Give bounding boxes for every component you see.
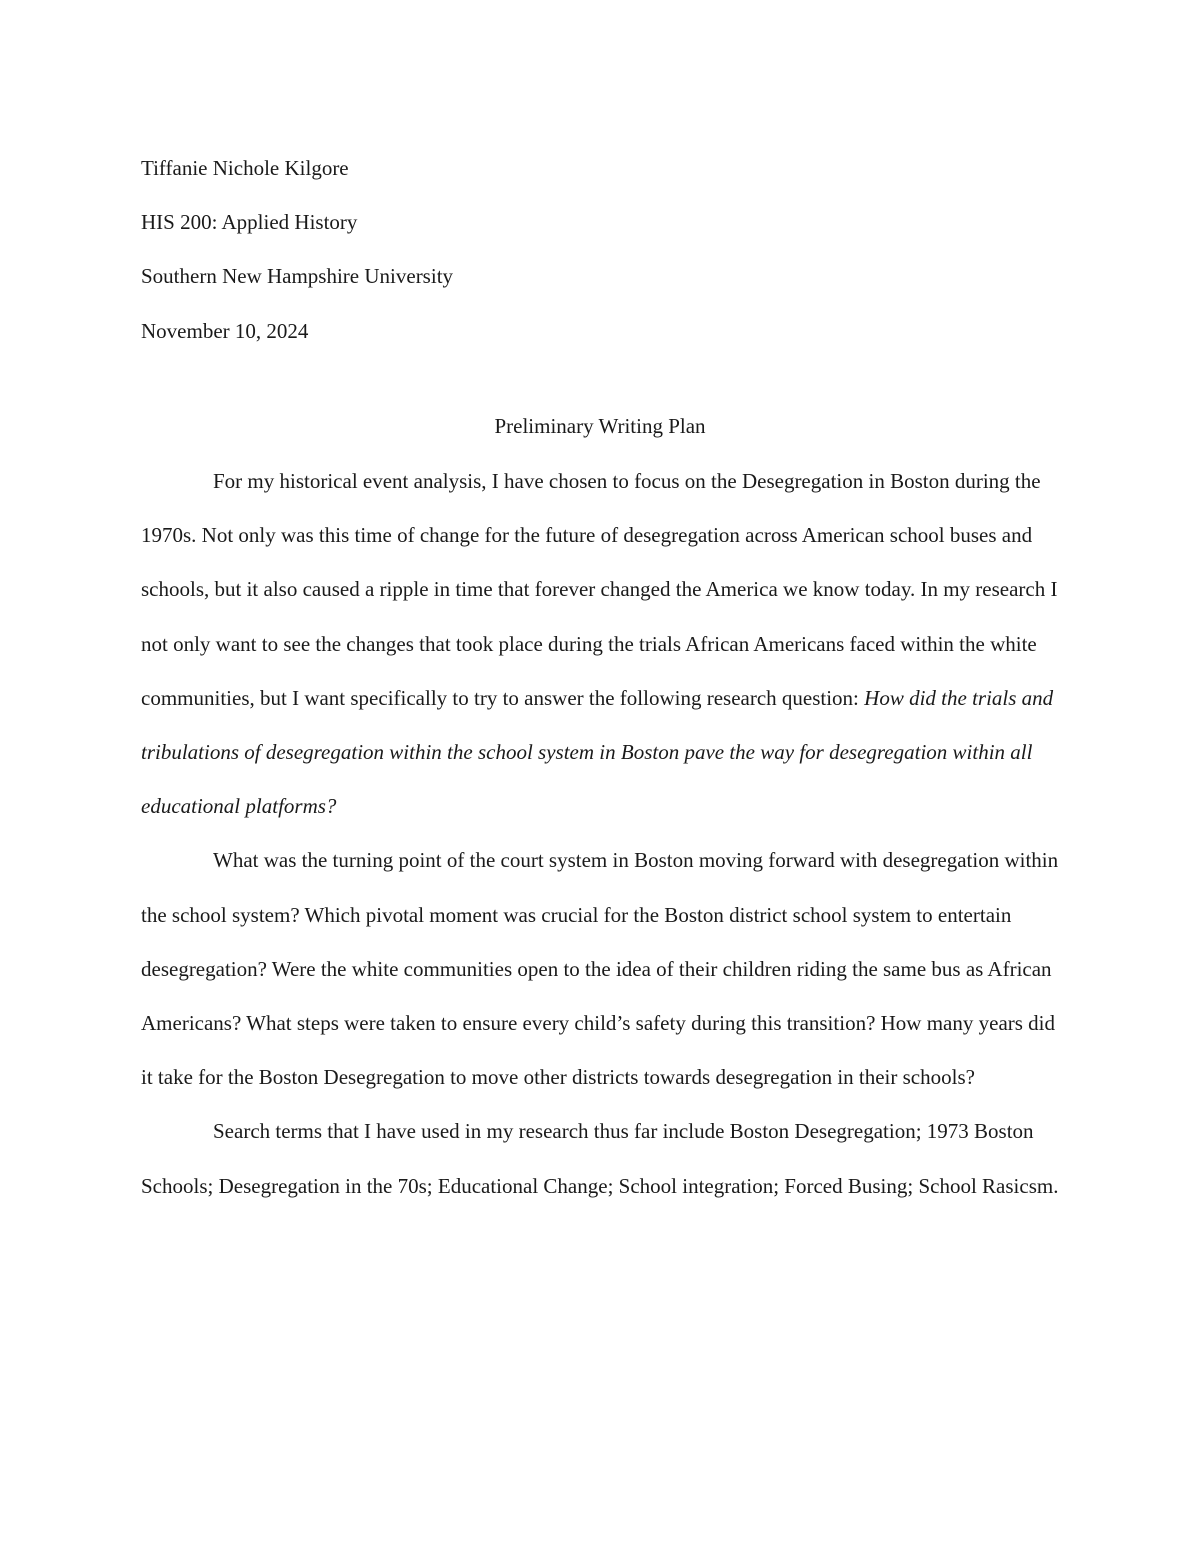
document-header — [141, 141, 1061, 358]
paragraph-topic — [141, 454, 1059, 833]
author-name: Tiffanie Nichole Kilgore — [141, 156, 349, 180]
paragraph-search-terms: Search terms that I have used in my research thus far include Boston Desegregation; 1973 Boston Schools; Desegregation in the 70s; Educational Change; School integration; Forced Busing; School Rasicsm. — [141, 1119, 1059, 1198]
document-body — [141, 454, 1059, 1213]
document-date: November 10, 2024 — [141, 318, 309, 343]
institution-name: Southern New Hampshire University — [141, 264, 454, 289]
paragraph-questions: What was the turning point of the court system in Boston moving forward with desegregation within the school system? Which pivotal moment was crucial for the Boston district school system to entertain desegregation? Were the white communities open to the idea of their children riding the same bus as African Americans? What steps were taken to ensure every child’s safety during this transition? How many years did it take for the Boston Desegregation to move other districts towards desegregation in their schools? — [141, 848, 1059, 1090]
course-name: HIS 200: Applied History — [141, 210, 358, 235]
paragraph-topic-text: For my historical event analysis, I have chosen to focus on the Desegregation in Boston during the 1970s. Not only was this time of change for the future of desegregation across American school buses and schools, but it also caused a ripple in time that forever changed the America we know today. In my research I not only want to see the changes that took place during the trials African Americans faced within the white communities, but I want specifically to try to answer the following research question: — [141, 469, 1058, 710]
research-question: How did the trials and tribulations of desegregation within the school system in Boston pave the way for desegregation within all educational platforms? — [141, 685, 1054, 819]
document-title: Preliminary Writing Plan — [494, 414, 706, 438]
